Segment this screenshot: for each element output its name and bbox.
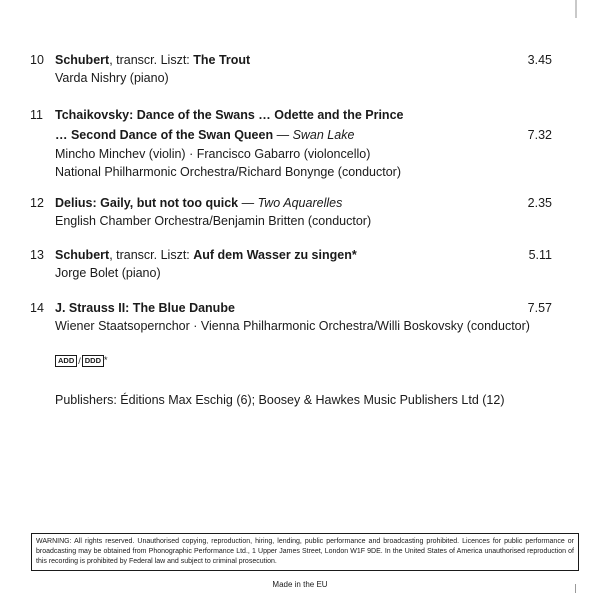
track-title: Delius: Gaily, but not too quick — Two Aquarelles (55, 196, 343, 210)
track-number: 10 (30, 53, 44, 67)
transcription-note: , transcr. Liszt: (109, 248, 194, 262)
performers: Wiener Staatsopernchor · Vienna Philharmonic Orchestra/Willi Boskovsky (conductor) (55, 319, 530, 333)
performers: Varda Nishry (piano) (55, 71, 169, 85)
track-number: 11 (30, 108, 43, 122)
work-source: Swan Lake (292, 128, 355, 142)
scan-edge-mark (575, 0, 577, 18)
track-12 (30, 194, 560, 230)
track-title: Tchaikovsky: Dance of the Swans … Odette and the Prince (55, 108, 404, 122)
made-in-label: Made in the EU (272, 580, 328, 589)
composer: Schubert (55, 248, 110, 262)
performers: English Chamber Orchestra/Benjamin Britten (conductor) (55, 214, 372, 228)
code-asterisk: * (104, 355, 108, 365)
code-separator: / (78, 356, 81, 366)
ddd-code: DDD (82, 355, 104, 367)
recording-codes (55, 355, 108, 367)
scan-edge-mark (575, 584, 576, 593)
track-14 (30, 299, 560, 335)
work-title: Auf dem Wasser zu singen* (193, 248, 357, 262)
track-duration: 2.35 (527, 196, 552, 210)
track-duration: 3.45 (527, 53, 552, 67)
track-title-row (30, 51, 560, 69)
track-duration: 7.57 (527, 301, 552, 315)
performers: National Philharmonic Orchestra/Richard Bonynge (conductor) (55, 165, 401, 179)
add-code: ADD (55, 355, 77, 367)
track-title (55, 246, 357, 264)
publishers-note: Publishers: Éditions Max Eschig (6); Boosey & Hawkes Music Publishers Ltd (12) (55, 393, 505, 407)
track-title: J. Strauss II: The Blue Danube (55, 301, 235, 315)
track-duration: 5.11 (528, 248, 552, 262)
track-title-continued: … Second Dance of the Swan Queen — Swan Lake (55, 128, 355, 142)
track-10 (30, 51, 560, 87)
performers: Jorge Bolet (piano) (55, 266, 161, 280)
track-duration: 7.32 (527, 128, 552, 142)
track-title (55, 51, 250, 69)
performers: Mincho Minchev (violin) · Francisco Gabarro (violoncello) (55, 147, 371, 161)
work-title: The Trout (193, 53, 251, 67)
composer: Schubert (55, 53, 110, 67)
transcription-note: , transcr. Liszt: (109, 53, 194, 67)
track-number: 12 (30, 196, 44, 210)
copyright-warning: WARNING: All rights reserved. Unauthorised copying, reproduction, hiring, lending, public performance and broadcasting prohibited. Licences for public performance or broadcasting may be obtained from Phonographic Performance Ltd., 1 Upper James Street, London W1F 9DE. In the United States of America unauthorised reproduction of this recording is prohibited by Federal law and subject to criminal prosecution. (31, 533, 579, 571)
track-11 (30, 106, 560, 181)
track-number: 14 (30, 301, 44, 315)
track-number: 13 (30, 248, 44, 262)
work-source: Two Aquarelles (257, 196, 343, 210)
track-13 (30, 246, 560, 282)
